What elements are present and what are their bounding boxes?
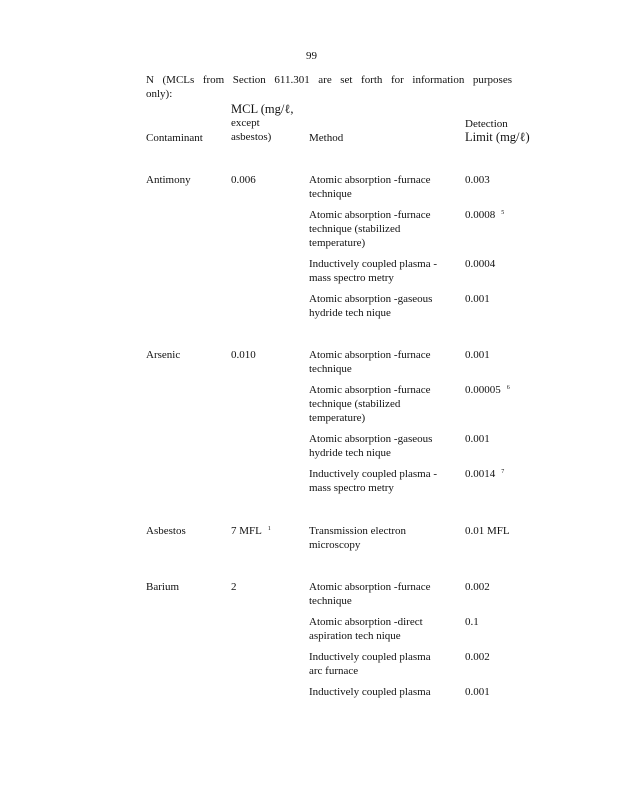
method-line: technique (stabilized [309,223,401,235]
method-line: microscopy [309,539,361,551]
footnote-marker: 6 [506,385,510,391]
footnote-marker: 7 [501,469,505,475]
detection-limit-text: 0.003 [465,174,490,186]
detection-limit [465,348,490,362]
header-contaminant: Contaminant [146,132,203,144]
method-line: Atomic absorption -gaseous [309,293,433,305]
contaminant-name: Asbestos [146,525,186,537]
method-line: arc furnace [309,665,359,677]
method-description [309,292,451,320]
mcl-value [231,348,256,362]
page-number: 99 [306,50,317,62]
method-line: Inductively coupled plasma [309,651,431,663]
detection-limit-text: 0.1 [465,616,479,628]
method-line: Atomic absorption -furnace [309,349,431,361]
detection-limit [465,257,495,271]
method-line: hydride tech nique [309,447,391,459]
footnote-marker: 1 [267,526,271,532]
header-mcl-line3: asbestos) [231,131,272,143]
method-line: Inductively coupled plasma [309,686,431,698]
method-description [309,257,451,285]
method-line: technique (stabilized [309,398,401,410]
mcl-value-text: 0.010 [231,349,256,361]
method-description [309,524,451,552]
detection-limit-text: 0.002 [465,651,490,663]
method-description [309,383,451,425]
mcl-value [231,524,271,538]
method-description [309,467,451,495]
method-line: Inductively coupled plasma - [309,468,437,480]
detection-limit-text: 0.001 [465,293,490,305]
method-line: Atomic absorption -gaseous [309,433,433,445]
method-description [309,432,451,460]
method-line: mass spectro metry [309,272,394,284]
detection-limit-text: 0.001 [465,349,490,361]
contaminant-name: Arsenic [146,349,181,361]
method-line: hydride tech nique [309,307,391,319]
method-description [309,685,451,699]
method-line: Transmission electron [309,525,407,537]
mcl-value-text: 0.006 [231,174,256,186]
detection-limit [465,292,490,306]
detection-limit [465,615,479,629]
mcl-value [231,580,237,594]
method-description [309,580,451,608]
detection-limit [465,650,490,664]
method-description [309,615,451,643]
header-mcl-line1: MCL (mg/ℓ, [231,102,294,116]
detection-limit-text: 0.0014 [465,468,496,480]
method-line: mass spectro metry [309,482,394,494]
detection-limit [465,173,490,187]
method-line: Atomic absorption -direct [309,616,423,628]
method-line: Atomic absorption -furnace [309,174,431,186]
detection-limit-text: 0.00005 [465,384,501,396]
method-description [309,173,451,201]
detection-limit [465,383,510,397]
detection-limit-text: 0.01 MFL [465,525,510,537]
header-detection-line2: Limit (mg/ℓ) [465,130,530,144]
mcl-value-text: 2 [231,581,237,593]
mcl-value [231,173,256,187]
method-line: technique [309,188,352,200]
method-line: temperature) [309,237,366,249]
method-line: Atomic absorption -furnace [309,581,431,593]
method-line: technique [309,595,352,607]
method-description [309,348,451,376]
detection-limit [465,432,490,446]
mcl-value-text: 7 MFL [231,525,262,537]
detection-limit-text: 0.0004 [465,258,496,270]
method-line: technique [309,363,352,375]
method-line: temperature) [309,412,366,424]
contaminant-name: Antimony [146,174,191,186]
detection-limit [465,467,504,481]
footnote-marker: 5 [501,210,505,216]
detection-limit-text: 0.002 [465,581,490,593]
header-method: Method [309,132,344,144]
detection-limit-text: 0.001 [465,686,490,698]
detection-limit [465,524,510,538]
detection-limit-text: 0.001 [465,433,490,445]
contaminant-name: Barium [146,581,179,593]
method-description [309,208,451,250]
method-line: Atomic absorption -furnace [309,384,431,396]
method-description [309,650,451,678]
intro-text: N (MCLs from Section 611.301 are set forth for information purposes only): [146,74,512,100]
method-line: aspiration tech nique [309,630,401,642]
detection-limit [465,208,504,222]
detection-limit-text: 0.0008 [465,209,496,221]
header-detection-line1: Detection [465,118,508,130]
header-mcl-line2: except [231,117,260,129]
detection-limit [465,685,490,699]
method-line: Atomic absorption -furnace [309,209,431,221]
method-line: Inductively coupled plasma - [309,258,437,270]
detection-limit [465,580,490,594]
